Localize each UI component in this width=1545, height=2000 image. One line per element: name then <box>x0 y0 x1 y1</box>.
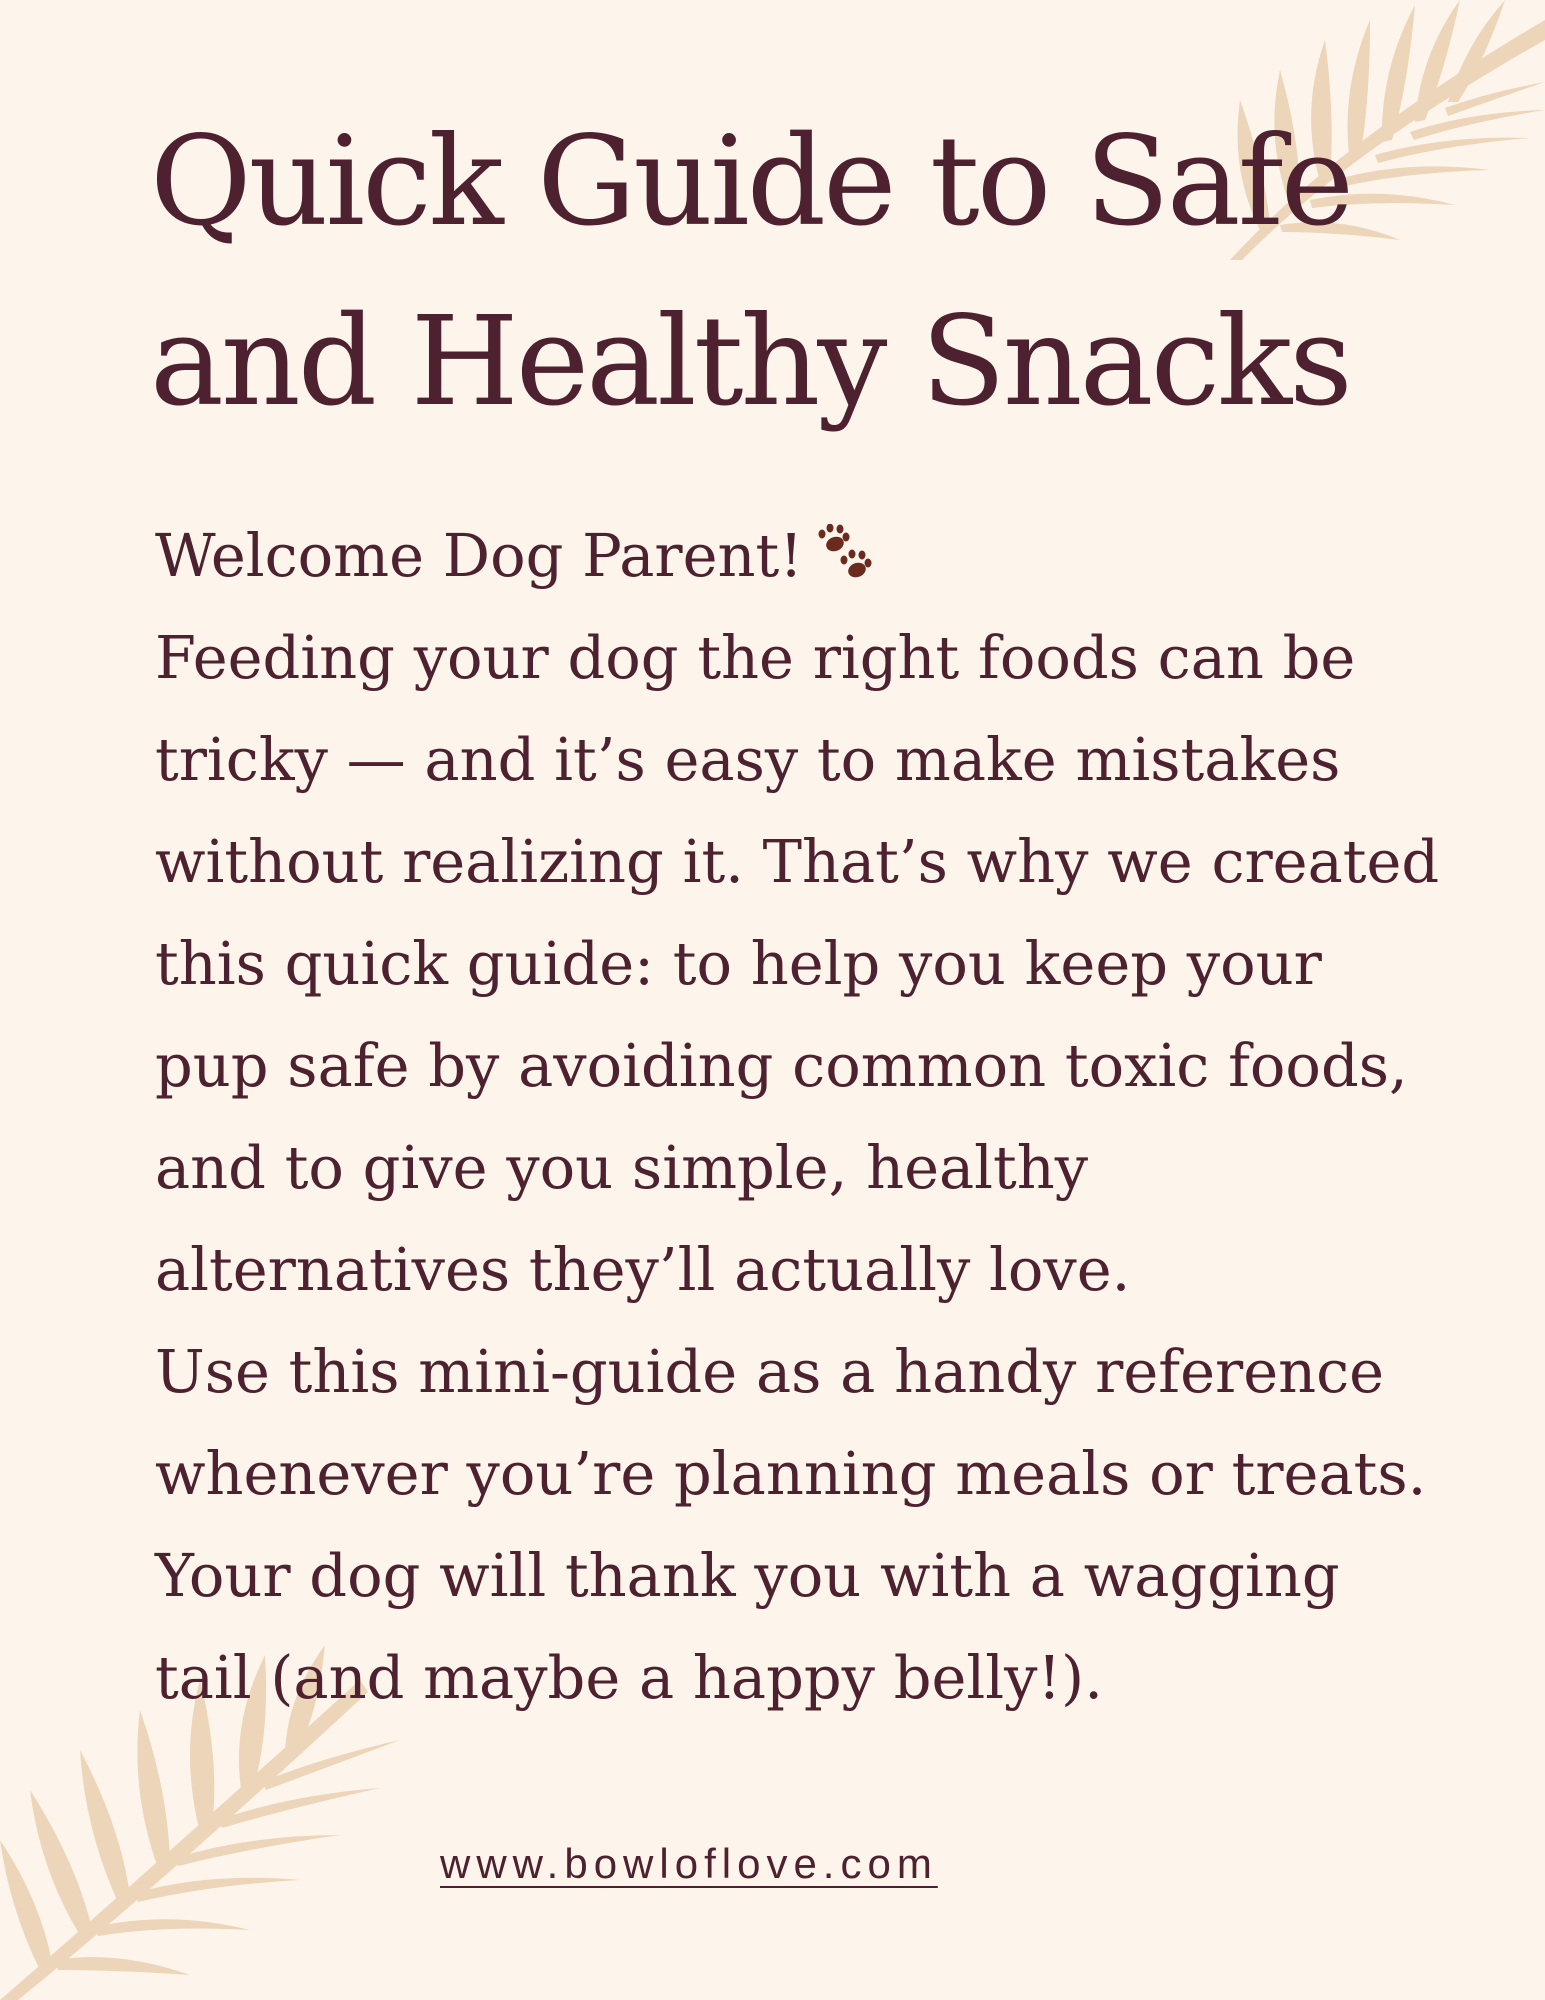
greeting-text: Welcome Dog Parent! <box>155 521 803 590</box>
body-line: alternatives they’ll actually love. <box>155 1235 1131 1304</box>
paw-prints-icon <box>813 524 877 584</box>
body-line: this quick guide: to help you keep your <box>155 929 1322 998</box>
title-line-2: and Healthy Snacks <box>150 290 1350 434</box>
body-line: without realizing it. That’s why we created <box>155 827 1440 896</box>
body-line: pup safe by avoiding common toxic foods, <box>155 1031 1408 1100</box>
body-line: Feeding your dog the right foods can be <box>155 623 1356 692</box>
body-line: whenever you’re planning meals or treats. <box>155 1439 1427 1508</box>
website-link[interactable]: www.bowloflove.com <box>440 1840 938 1887</box>
body-line: Use this mini-guide as a handy reference <box>155 1337 1385 1406</box>
intro-text <box>155 505 1475 1729</box>
body-line: Your dog will thank you with a wagging <box>155 1541 1340 1610</box>
greeting-line <box>155 505 1475 607</box>
body-line: and to give you simple, healthy <box>155 1133 1089 1202</box>
page-title <box>150 92 1450 452</box>
title-line-1: Quick Guide to Safe <box>150 110 1351 254</box>
body-line: tricky — and it’s easy to make mistakes <box>155 725 1341 794</box>
body-line: tail (and maybe a happy belly!). <box>155 1643 1103 1712</box>
